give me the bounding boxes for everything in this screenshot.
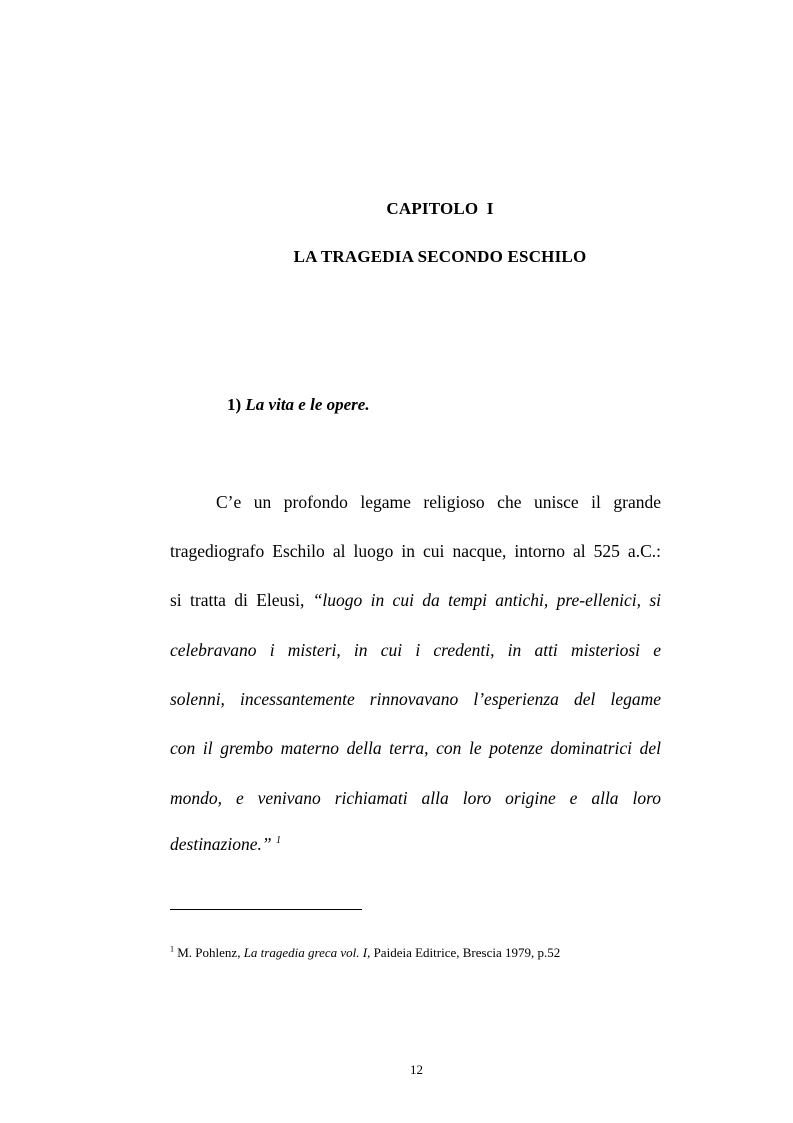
body-line bbox=[170, 590, 661, 611]
footnote-reference: 1 bbox=[275, 835, 281, 847]
body-line: C’e un profondo legame religioso che unisce il grande bbox=[216, 492, 661, 512]
body-line: tragediografo Eschilo al luogo in cui nacque, intorno al 525 a.C.: bbox=[170, 541, 661, 561]
footnote-divider bbox=[170, 909, 362, 910]
footnote-book-title: La tragedia greca vol. I, bbox=[243, 945, 371, 960]
section-heading bbox=[227, 395, 370, 415]
footnote-author: M. Pohlenz, bbox=[177, 945, 241, 960]
body-line: solenni, incessantemente rinnovavano l’esperienza del legame bbox=[170, 689, 661, 709]
quotation-text: “luogo in cui da tempi antichi, pre-ellenici, si bbox=[312, 590, 662, 610]
body-line: celebravano i misteri, in cui i credenti, in atti misteriosi e bbox=[170, 640, 661, 660]
body-line: con il grembo materno della terra, con le potenze dominatrici del bbox=[170, 738, 661, 758]
body-line: mondo, e venivano richiamati alla loro origine e alla loro bbox=[170, 788, 661, 808]
body-line bbox=[170, 834, 661, 855]
chapter-title: LA TRAGEDIA SECONDO ESCHILO bbox=[293, 247, 587, 266]
chapter-label: CAPITOLO I bbox=[386, 199, 494, 218]
body-text: si tratta di Eleusi, bbox=[170, 590, 313, 610]
footnote-marker: 1 bbox=[170, 944, 174, 954]
section-number: 1) bbox=[227, 395, 242, 414]
section-title: La vita e le opere. bbox=[245, 395, 370, 414]
quotation-end: destinazione.” bbox=[170, 834, 272, 854]
page-number: 12 bbox=[410, 1062, 423, 1077]
footnote-publisher: Paideia Editrice, Brescia 1979, p.52 bbox=[373, 945, 561, 960]
footnote bbox=[170, 945, 560, 961]
